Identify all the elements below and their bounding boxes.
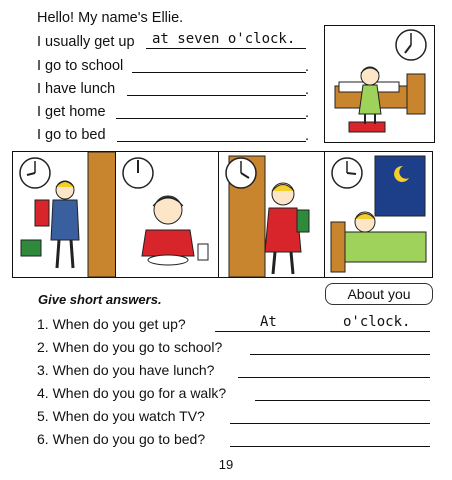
intro-line-1-prompt: I usually get up — [37, 34, 135, 50]
intro-line-2-rule[interactable] — [132, 72, 306, 73]
going-to-bed-scene — [325, 152, 432, 277]
illustration-leaving-home — [12, 151, 117, 278]
question-1: 1. When do you get up? — [37, 316, 186, 332]
intro-line-3-prompt: I have lunch — [37, 81, 116, 97]
question-2: 2. When do you go to school? — [37, 339, 223, 355]
leaving-home-scene — [13, 152, 116, 277]
intro-line-2-prompt: I go to school — [37, 58, 124, 74]
about-you-badge — [325, 283, 433, 305]
illustration-coming-home — [218, 151, 326, 278]
question-1-answer-a[interactable]: At — [260, 314, 277, 330]
intro-line-5-prompt: I go to bed — [37, 127, 106, 143]
intro-line-5-rule[interactable] — [117, 141, 306, 142]
intro-line-4-dot: . — [305, 105, 310, 121]
question-4-rule[interactable] — [255, 400, 430, 401]
question-5: 5. When do you watch TV? — [37, 408, 205, 424]
waking-up-scene — [325, 26, 434, 142]
intro-line-4-prompt: I get home — [37, 104, 106, 120]
question-5-rule[interactable] — [230, 423, 430, 424]
question-6-rule[interactable] — [230, 446, 430, 447]
greeting: Hello! My name's Ellie. — [37, 10, 184, 26]
intro-line-1-answer[interactable]: at seven o'clock. — [152, 31, 296, 47]
intro-line-4-rule[interactable] — [116, 118, 306, 119]
question-1-answer-b[interactable]: o'clock. — [343, 314, 411, 330]
question-2-rule[interactable] — [250, 354, 430, 355]
intro-line-5-dot: . — [305, 128, 310, 144]
intro-line-1-rule — [146, 48, 306, 49]
question-3-rule[interactable] — [238, 377, 430, 378]
intro-line-3-rule[interactable] — [127, 95, 306, 96]
illustration-going-to-bed — [324, 151, 433, 278]
page-number: 19 — [218, 457, 234, 472]
question-3: 3. When do you have lunch? — [37, 362, 215, 378]
exercise-instruction: Give short answers. — [38, 292, 162, 307]
intro-line-2-dot: . — [305, 59, 310, 75]
illustration-waking-up — [324, 25, 435, 143]
eating-lunch-scene — [116, 152, 219, 277]
intro-line-3-dot: . — [305, 82, 310, 98]
coming-home-scene — [219, 152, 325, 277]
illustration-eating-lunch — [115, 151, 220, 278]
question-6: 6. When do you go to bed? — [37, 431, 206, 447]
about-you-label: About you — [347, 286, 411, 302]
question-1-rule — [215, 331, 430, 332]
question-4: 4. When do you go for a walk? — [37, 385, 227, 401]
